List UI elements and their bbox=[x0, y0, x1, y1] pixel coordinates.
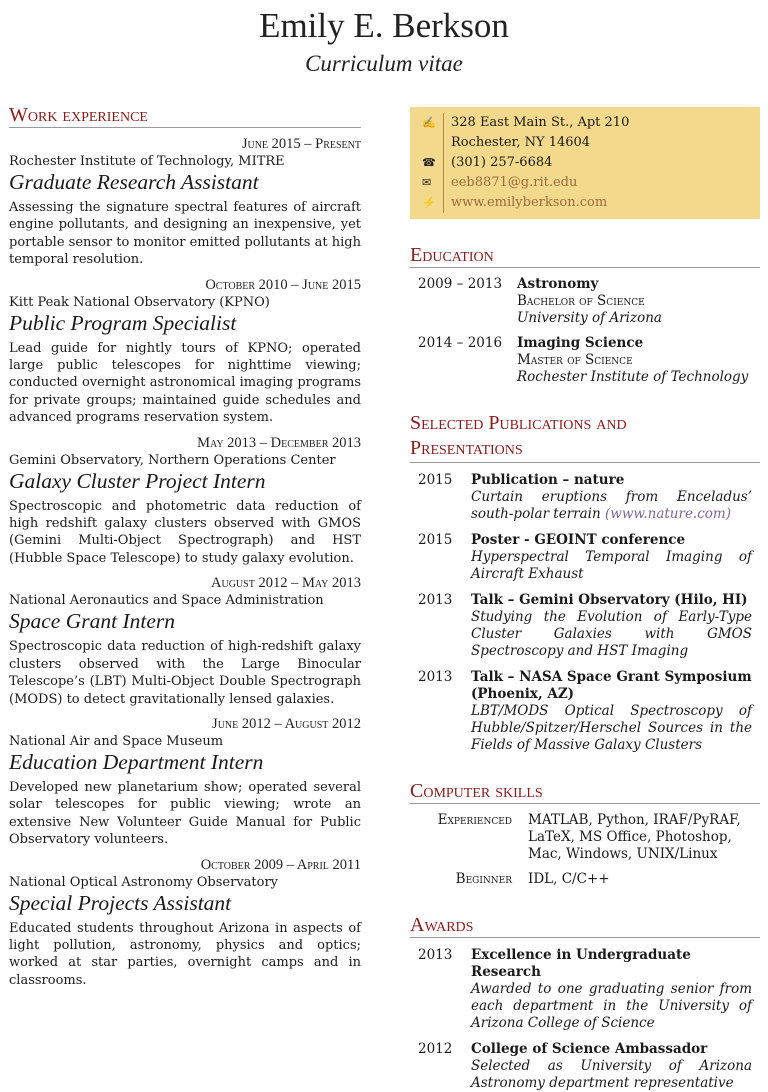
publication-heading: Talk – NASA Space Grant Symposium (Phoenix, AZ) bbox=[471, 669, 752, 702]
work-section-title: Work experience bbox=[9, 104, 361, 128]
publication-description: Hyperspectral Temporal Imaging of Aircraft Exhaust bbox=[471, 549, 752, 582]
job-title: Space Grant Intern bbox=[9, 609, 175, 634]
job-entry bbox=[9, 277, 361, 427]
education-entry bbox=[410, 335, 760, 386]
address-line2: Rochester, NY 14604 bbox=[451, 135, 591, 150]
contact-email[interactable] bbox=[418, 173, 752, 193]
education-degree: Bachelor of Science bbox=[517, 293, 645, 309]
publications-title-line1: Selected Publications and bbox=[410, 412, 627, 434]
job-date: May 2013 – December 2013 bbox=[197, 434, 361, 451]
education-years: 2009 – 2013 bbox=[418, 276, 503, 292]
website-icon: ⚡ bbox=[422, 196, 436, 209]
publication-entry bbox=[410, 669, 760, 754]
publication-heading: Poster - GEOINT conference bbox=[471, 532, 686, 548]
skill-entry bbox=[410, 812, 760, 863]
publication-year: 2013 bbox=[418, 669, 453, 685]
job-entry bbox=[9, 435, 361, 568]
document-subtitle: Curriculum vitae bbox=[305, 51, 463, 76]
job-organization: National Aeronautics and Space Administration bbox=[9, 593, 324, 609]
person-name: Emily E. Berkson bbox=[259, 6, 509, 45]
left-column bbox=[9, 104, 361, 989]
job-date: August 2012 – May 2013 bbox=[211, 575, 361, 592]
phone-number: (301) 257-6684 bbox=[443, 153, 552, 173]
award-description: Selected as University of Arizona Astronomy department representative bbox=[471, 1058, 752, 1091]
publication-entry bbox=[410, 472, 760, 523]
awards-section-title: Awards bbox=[410, 914, 760, 938]
job-date: October 2009 – April 2011 bbox=[200, 856, 361, 873]
publication-description: Curtain eruptions from Enceladus’ south-polar terrain bbox=[471, 489, 752, 522]
education-field: Imaging Science bbox=[517, 335, 644, 351]
education-section-title: Education bbox=[410, 244, 760, 268]
job-title: Special Projects Assistant bbox=[9, 890, 232, 915]
award-description: Awarded to one graduating senior from each department in the University of Arizona College of Science bbox=[471, 981, 752, 1031]
job-title: Galaxy Cluster Project Intern bbox=[9, 468, 266, 493]
education-school: Rochester Institute of Technology bbox=[517, 369, 749, 385]
publication-year: 2015 bbox=[418, 532, 453, 548]
publication-entry bbox=[410, 532, 760, 583]
job-entry bbox=[9, 136, 361, 269]
skill-level: Experienced bbox=[437, 812, 512, 828]
skill-items: IDL, C/C++ bbox=[528, 871, 610, 887]
job-title: Graduate Research Assistant bbox=[9, 170, 259, 194]
job-description: Spectroscopic data reduction of high-redshift galaxy clusters observed with the Large Binocular Telescope’s (LBT) Multi-Object Double Spectrograph (MODS) to detect gravitationally lensed galaxies. bbox=[9, 639, 361, 707]
job-description: Lead guide for nightly tours of KPNO; operated large public telescopes for nighttime viewing; conducted overnight astronomical imaging programs for private groups; maintained guide schedules and advanced programs reservation system. bbox=[9, 340, 361, 426]
publication-year: 2013 bbox=[418, 592, 453, 608]
skill-items: MATLAB, Python, IRAF/PyRAF, LaTeX, MS Office, Photoshop, Mac, Windows, UNIX/Linux bbox=[528, 812, 741, 862]
right-column bbox=[410, 107, 760, 1092]
publications-title-line2: Presentations bbox=[410, 437, 523, 459]
publication-link[interactable]: (www.nature.com) bbox=[605, 506, 731, 522]
publication-heading: Publication – nature bbox=[471, 472, 625, 488]
job-description: Spectroscopic and photometric data reduction of high redshift galaxy clusters observed with GMOS (Gemini Multi-Object Spectrograph) and HST (Hubble Space Telescope) to study galaxy evolution. bbox=[9, 498, 361, 566]
phone-icon: ☎ bbox=[422, 156, 436, 169]
skill-entry bbox=[410, 871, 760, 888]
job-organization: Gemini Observatory, Northern Operations Center bbox=[9, 452, 336, 468]
job-description: Developed new planetarium show; operated several solar telescopes for public viewing; wrote an extensive New Volunteer Guide Manual for Public Observatory volunteers. bbox=[9, 779, 361, 848]
job-organization: Kitt Peak National Observatory (KPNO) bbox=[9, 294, 270, 310]
job-organization: National Air and Space Museum bbox=[9, 733, 224, 749]
award-year: 2012 bbox=[418, 1041, 453, 1057]
award-heading: Excellence in Undergraduate Research bbox=[471, 947, 691, 980]
cv-header bbox=[0, 6, 768, 78]
publication-description: Studying the Evolution of Early-Type Cluster Galaxies with GMOS Spectroscopy and HST Imaging bbox=[471, 609, 752, 659]
education-field: Astronomy bbox=[517, 276, 599, 292]
job-title: Public Program Specialist bbox=[9, 310, 237, 335]
job-description: Assessing the signature spectral features of aircraft engine pollutants, and designing an inexpensive, yet portable sensor to monitor emitted pollutants at high temporal resolution. bbox=[9, 200, 361, 268]
education-degree: Master of Science bbox=[517, 352, 633, 368]
publication-year: 2015 bbox=[418, 472, 453, 488]
publications-section-title bbox=[410, 411, 760, 463]
job-entry bbox=[9, 857, 361, 990]
address-line1: 328 East Main St., Apt 210 bbox=[451, 115, 630, 130]
contact-box bbox=[410, 107, 760, 219]
publication-entry bbox=[410, 592, 760, 660]
job-date: October 2010 – June 2015 bbox=[205, 276, 361, 293]
contact-website[interactable] bbox=[418, 193, 752, 213]
award-entry bbox=[410, 947, 760, 1032]
job-date: June 2015 – Present bbox=[241, 136, 361, 152]
job-entry bbox=[9, 575, 361, 708]
skills-section-title: Computer skills bbox=[410, 780, 760, 804]
contact-address bbox=[418, 113, 752, 153]
job-description: Educated students throughout Arizona in aspects of light pollution, astronomy, physics and optics; worked at star parties, overnight camps and in classrooms. bbox=[9, 920, 361, 988]
skill-level: Beginner bbox=[455, 871, 512, 887]
award-entry bbox=[410, 1041, 760, 1092]
education-years: 2014 – 2016 bbox=[418, 335, 503, 351]
job-entry bbox=[9, 716, 361, 849]
address-icon: ✍ bbox=[422, 116, 436, 129]
education-entry bbox=[410, 276, 760, 327]
publication-heading: Talk – Gemini Observatory (Hilo, HI) bbox=[471, 592, 748, 608]
contact-phone bbox=[418, 153, 752, 173]
award-heading: College of Science Ambassador bbox=[471, 1041, 708, 1057]
job-title: Education Department Intern bbox=[9, 749, 264, 774]
education-school: University of Arizona bbox=[517, 310, 662, 326]
award-year: 2013 bbox=[418, 947, 453, 963]
job-date: June 2012 – August 2012 bbox=[212, 715, 361, 732]
job-organization: Rochester Institute of Technology, MITRE bbox=[9, 154, 285, 169]
job-organization: National Optical Astronomy Observatory bbox=[9, 874, 279, 890]
email-link[interactable]: eeb8871@g.rit.edu bbox=[443, 173, 577, 193]
email-icon: ✉ bbox=[422, 176, 432, 189]
website-link[interactable]: www.emilyberkson.com bbox=[443, 193, 607, 213]
publication-description: LBT/MODS Optical Spectroscopy of Hubble/Spitzer/Herschel Sources in the Fields of Massive Galaxy Clusters bbox=[471, 703, 752, 753]
